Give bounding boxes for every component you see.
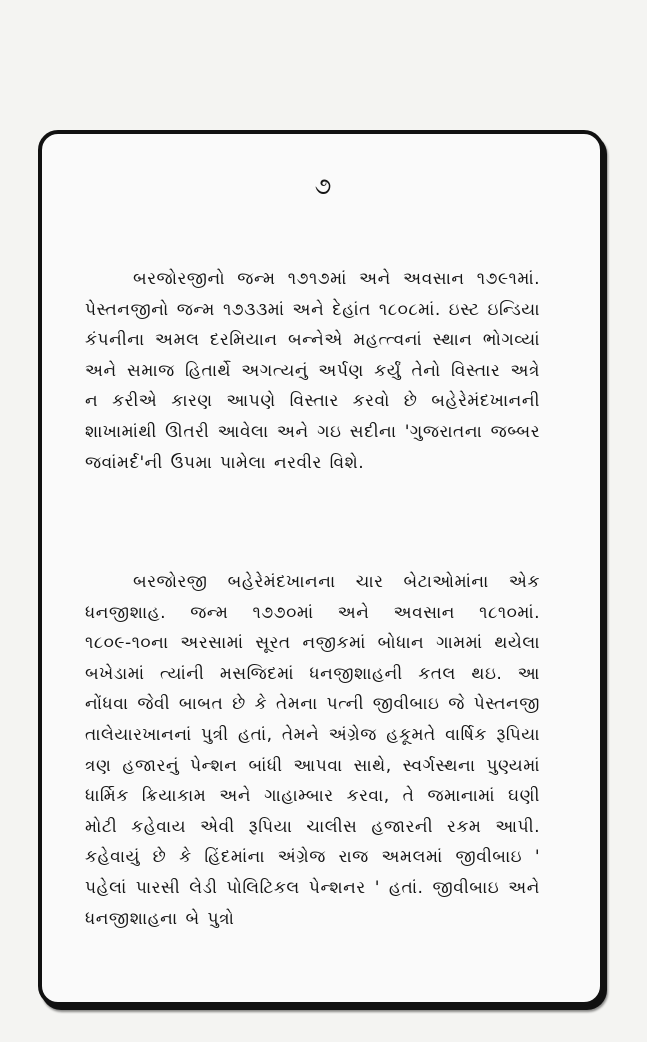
paragraph-2: બરજોરજી બહેરેમંદખાનના ચાર બેટાઓમાંના એક ધનજીશાહ. જન્મ ૧૭૭૦માં અને અવસાન ૧૮૧૦માં. ૧૮૦૯-૧૦ના અરસામાં સૂરત નજીકમાં બોધાન ગામમાં થયેલા બખેડામાં ત્યાંની મસજિદમાં ધનજીશાહની કતલ થઇ. આ નોંધવા જેવી બાબત છે કે તેમના પત્ની જીવીબાઇ જે પેસ્તનજી તાલેયારખાનનાં પુત્રી હતાં, તેમને અંગ્રેજ હકૂમતે વાર્ષિક રૂપિયા ત્રણ હજારનું પેન્શન બાંધી આપવા સાથે, સ્વર્ગસ્થના પુણ્યમાં ધાર્મિક ક્રિયાકામ અને ગાહામ્બાર કરવા, તે જમાનામાં ઘણી મોટી કહેવાય એવી રૂપિયા ચાલીસ હજારની રકમ આપી. કહેવાયું છે કે હિંદમાંના અંગ્રેજ રાજ અમલમાં જીવીબાઇ ' પહેલાં પારસી લેડી પોલિટિકલ પેન્શનર ' હતાં. જીવીબાઇ અને ધનજીશાહના બે પુત્રો	[85, 572, 540, 929]
page-number: ૭	[314, 172, 333, 200]
paragraph-1: બરજોરજીનો જન્મ ૧૭૧૭માં અને અવસાન ૧૭૯૧માં. પેસ્તનજીનો જન્મ ૧૭૩૩માં અને દેહાંત ૧૮૦૮માં. ઇસ્ટ ઇન્ડિયા કંપનીના અમલ દરમિયાન બન્નેએ મહત્ત્વનાં સ્થાન ભોગવ્યાં અને સમાજ હિતાર્થે અગત્યનું અર્પણ કર્યું તેનો વિસ્તાર અત્રે ન કરીએ કારણ આપણે વિસ્તાર કરવો છે બહેરેમંદખાનની શાખામાંથી ઊતરી આવેલા અને ગઇ સદીના 'ગુજરાતના જબ્બર જવાંમર્દ'ની ઉપમા પામેલા નરવીર વિશે.	[85, 269, 540, 473]
